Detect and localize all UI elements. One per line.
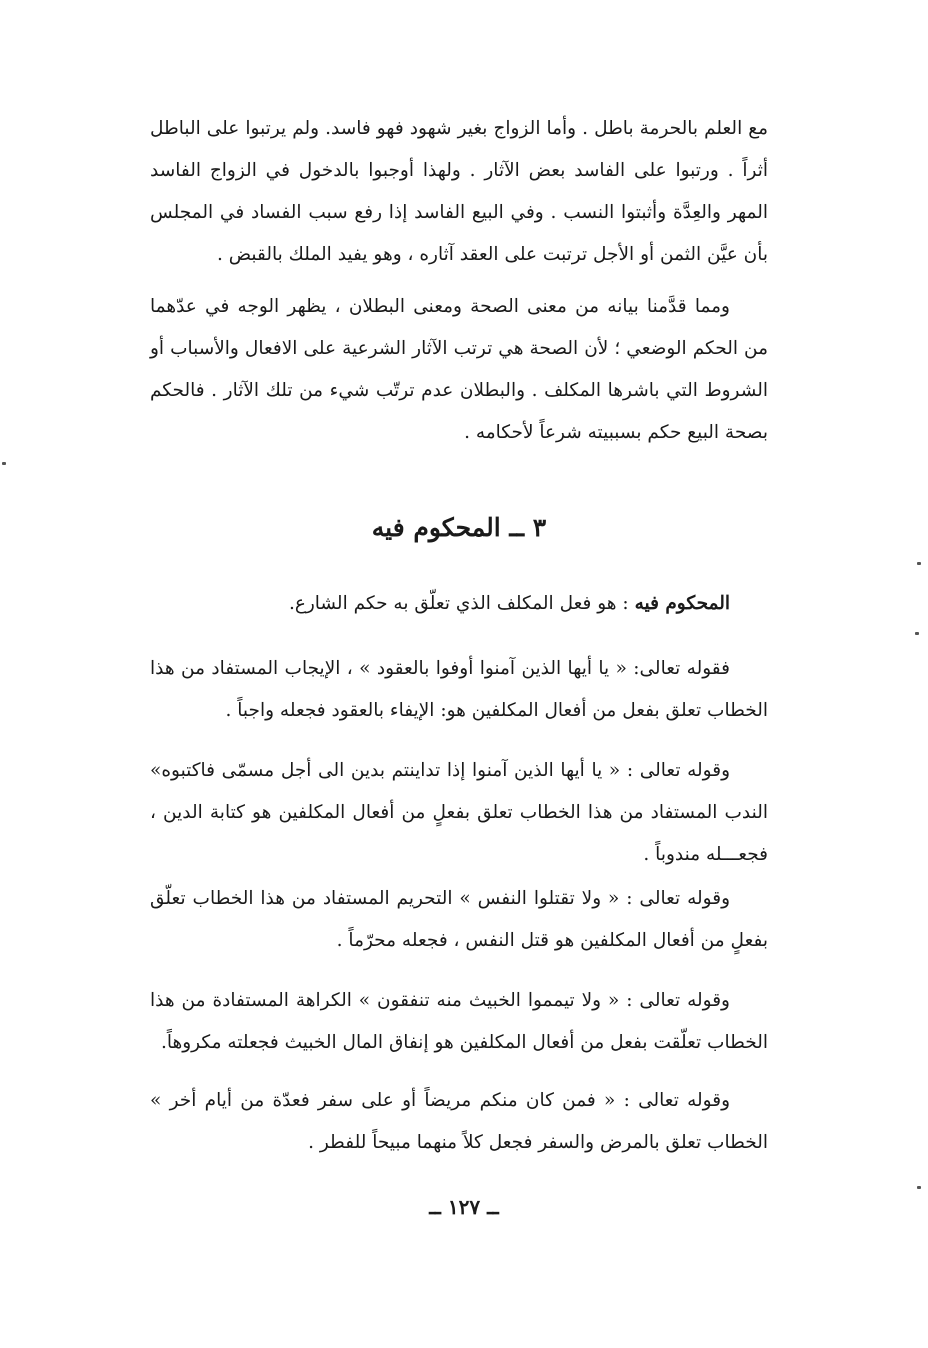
scan-speck xyxy=(915,632,919,635)
validity-text: ومما قدَّمنا بيانه من معنى الصحة ومعنى البطلان ، يظهر الوجه في عدّهما من الحكم الوضعي ؛ لأن الصحة هي ترتب الآثار الشرعية على الافعال والأسباب أو الشروط التي باشرها المكلف . والبطلان عدم ترتّب شيء من تلك الآثار . فالحكم بصحة البيع حكم بسببيته شرعاً لأحكامه . xyxy=(150,296,768,443)
example-paragraph xyxy=(150,750,768,876)
validity-paragraph xyxy=(150,286,768,454)
intro-text: مع العلم بالحرمة باطل . وأما الزواج بغير شهود فهو فاسد. ولم يرتبوا على الباطل أثراً . ورتبوا على الفاسد بعض الآثار . ولهذا أوجبوا بالدخول في الزواج الفاسد المهر والعِدَّة وأثبتوا النسب . وفي البيع الفاسد إذا رفع سبب الفساد في المجلس بأن عيَّن الثمن أو الأجل ترتبت على العقد آثاره ، وهو يفيد الملك بالقبض . xyxy=(150,118,768,265)
example-text: وقوله تعالى : « فمن كان منكم مريضاً أو على سفر فعدّة من أيام أخر » الخطاب تعلق بالمرض والسفر فجعل كلاً منهما مبيحاً للفطر . xyxy=(150,1090,768,1153)
example-text: وقوله تعالى : « ولا تيمموا الخبيث منه تنفقون » الكراهة المستفادة من هذا الخطاب تعلّقت بفعل من أفعال المكلفين هو إنفاق المال الخبيث فجعلته مكروهاً. xyxy=(150,990,768,1053)
example-paragraph xyxy=(150,878,768,962)
intro-paragraph xyxy=(150,108,768,276)
example-paragraph xyxy=(150,648,768,732)
definition-paragraph xyxy=(150,583,768,625)
example-text: وقوله تعالى : « ولا تقتلوا النفس » التحريم المستفاد من هذا الخطاب تعلّق بفعلٍ من أفعال المكلفين هو قتل النفس ، فجعله محرّماً . xyxy=(150,888,768,951)
example-paragraph xyxy=(150,980,768,1064)
example-text: وقوله تعالى : « يا أيها الذين آمنوا إذا تداينتم بدين الى أجل مسمّى فاكتبوه» الندب المستفاد من هذا الخطاب تعلق بفعلٍ من أفعال المكلفين هو كتابة الدين ، فجعـــله مندوباً . xyxy=(150,760,768,865)
example-paragraph xyxy=(150,1080,768,1164)
page-number: ــ ١٢٧ ــ xyxy=(429,1195,499,1219)
scan-speck xyxy=(917,562,921,565)
scan-speck xyxy=(917,1186,921,1189)
section-heading: ٣ ــ المحكوم فيه xyxy=(371,513,547,542)
scan-speck xyxy=(2,462,6,465)
definition-text: : هو فعل المكلف الذي تعلّق به حكم الشارع. xyxy=(288,593,635,614)
example-text: فقوله تعالى: « يا أيها الذين آمنوا أوفوا بالعقود » ، الإيجاب المستفاد من هذا الخطاب تعلق بفعل من أفعال المكلفين هو: الإيفاء بالعقود فجعله واجباً . xyxy=(150,658,768,721)
definition-term: المحكوم فيه xyxy=(634,593,730,614)
